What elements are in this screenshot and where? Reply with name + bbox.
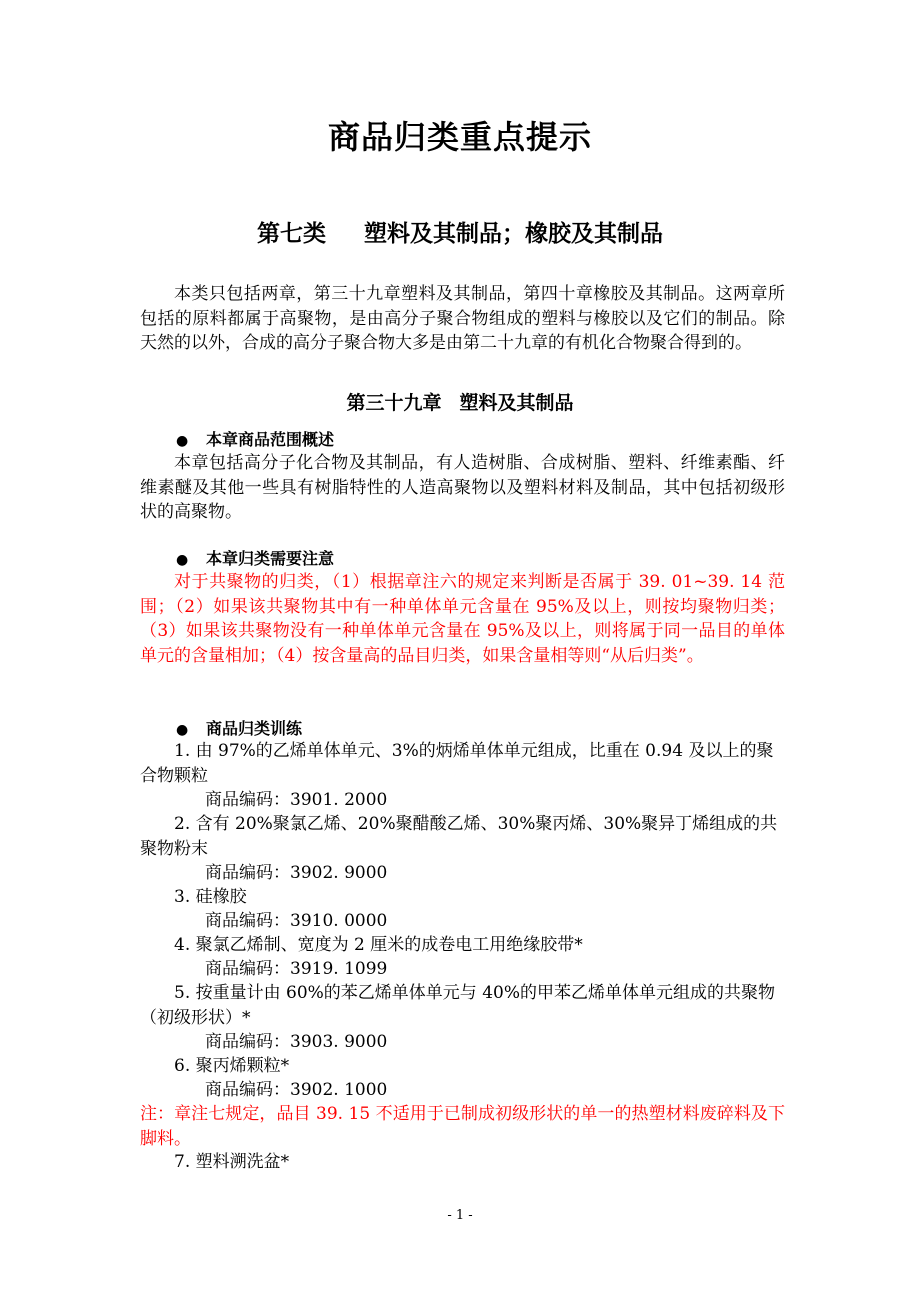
code-value: 3902. 1000 [290,1080,388,1100]
exercise-code-4 [205,957,387,982]
code-value: 3919. 1099 [290,959,388,979]
page-number: - 1 - [447,1208,473,1223]
exercise-code-5 [205,1030,387,1055]
bullet-heading-scope [176,427,334,450]
scope-paragraph: 本章包括高分子化合物及其制品，有人造树脂、合成树脂、塑料、纤维素酯、纤维素醚及其他一些具有树脂特性的人造高聚物以及塑料材料及制品，其中包括初级形状的高聚物。 [140,453,785,522]
bullet-heading-text: 商品归类训练 [206,719,303,738]
document-title: 商品归类重点提示 [327,118,592,156]
exercise-code-2 [205,861,387,886]
bullet-heading-training [176,716,302,739]
section-label: 第七类 [257,220,326,247]
code-label: 商品编码： [205,911,290,931]
code-label: 商品编码： [205,1032,290,1052]
code-value: 3901. 2000 [290,790,388,810]
exercise-code-3 [205,909,387,934]
exercise-item-6: 6. 聚丙烯颗粒* [174,1056,290,1076]
notes-paragraph: 对于共聚物的归类，（1）根据章注六的规定来判断是否属于 39. 01~39. 14 范围；（2）如果该共聚物其中有一种单体单元含量在 95%及以上，则按均聚物归类；（3）如果该共聚物没有一种单体单元含量在 95%及以上，则将属于同一品目的单体单元的含量相加；（4）按含量高的品目归类，如果含量相等则“从后归类”。 [140,572,785,666]
code-label: 商品编码： [205,959,290,979]
section-name: 塑料及其制品；橡胶及其制品 [364,220,663,247]
code-value: 3903. 9000 [290,1032,388,1052]
intro-paragraph: 本类只包括两章，第三十九章塑料及其制品，第四十章橡胶及其制品。这两章所包括的原料都属于高聚物，是由高分子聚合物组成的塑料与橡胶以及它们的制品。除天然的以外，合成的高分子聚合物大多是由第二十九章的有机化合物聚合得到的。 [140,284,785,353]
code-label: 商品编码： [205,1080,290,1100]
exercise-code-6 [205,1078,387,1103]
exercise-item-1: 1. 由 97%的乙烯单体单元、3%的炳烯单体单元组成，比重在 0.94 及以上的聚合物颗粒 [140,741,774,786]
bullet-heading-text: 本章商品范围概述 [206,430,335,449]
exercise-code-1 [205,788,387,813]
section-heading [0,215,920,248]
exercise-item-5: 5. 按重量计由 60%的苯乙烯单体单元与 40%的甲苯乙烯单体单元组成的共聚物（初级形状）* [140,983,776,1028]
chapter-note: 注：章注七规定，品目 39. 15 不适用于已制成初级形状的单一的热塑材料废碎料及下脚料。 [140,1104,785,1149]
code-value: 3910. 0000 [290,911,388,931]
chapter-label: 第三十九章 [346,392,442,414]
exercise-item-3: 3. 硅橡胶 [174,887,247,907]
bullet-heading-text: 本章归类需要注意 [206,549,335,568]
bullet-dot-icon: ● [176,552,189,568]
exercise-item-4: 4. 聚氯乙烯制、宽度为 2 厘米的成卷电工用绝缘胶带* [174,935,583,955]
exercise-item-2: 2. 含有 20%聚氯乙烯、20%聚醋酸乙烯、30%聚丙烯、30%聚异丁烯组成的共聚物粉末 [140,814,778,859]
code-label: 商品编码： [205,790,290,810]
bullet-dot-icon: ● [176,433,189,449]
exercise-item-7: 7. 塑料溯洗盆* [174,1152,290,1172]
bullet-dot-icon: ● [176,722,189,738]
chapter-name: 塑料及其制品 [459,392,574,414]
bullet-heading-notes [176,546,334,569]
chapter-heading [0,388,920,415]
code-value: 3902. 9000 [290,863,388,883]
code-label: 商品编码： [205,863,290,883]
